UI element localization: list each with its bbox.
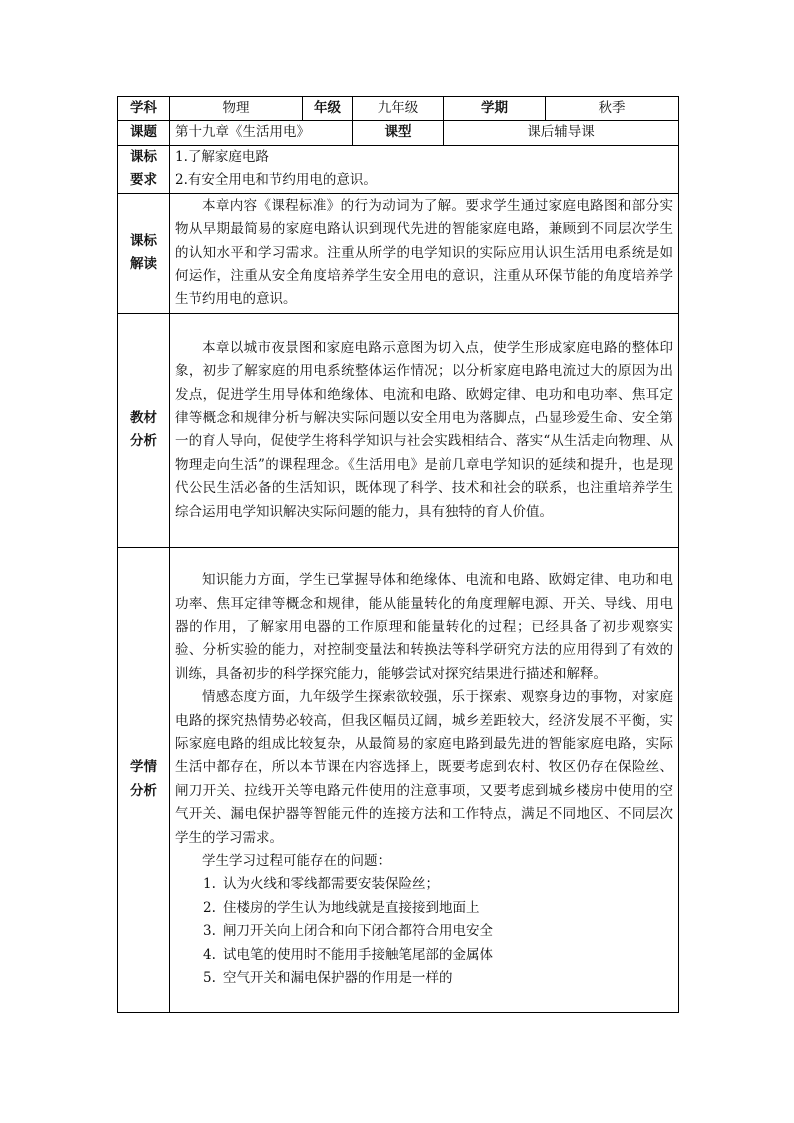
topic-row (118, 121, 679, 145)
requirements-row (118, 145, 679, 193)
requirements-content (170, 145, 679, 193)
textbook-row (118, 313, 679, 547)
term-value: 秋季 (546, 97, 679, 121)
subject-value: 物理 (170, 97, 303, 121)
requirements-label-line-1: 课标 (130, 148, 157, 165)
textbook-text: 本章以城市夜景图和家庭电路示意图为切入点，使学生形成家庭电路的整体印象，初步了解家庭的用电系统整体运作情况；以分析家庭电路电流过大的原因为出发点，促进学生用导体和绝缘体、电流和电路、欧姆定律、电功和电功率、焦耳定律等概念和规律分析与解决实际问题以安全用电为落脚点，凸显珍爱生命、安全第一的育人导向，促使学生将科学知识与社会实践相结合、落实“从生活走向物理、从物理走向生活”的课程理念。《生活用电》是前几章电学知识的延续和提升，也是现代公民生活必备的生活知识，既体现了科学、技术和社会的联系，也注重培养学生综合运用电学知识解决实际问题的能力，具有独特的育人价值。 (175, 339, 673, 520)
interpretation-text: 本章内容《课程标准》的行为动词为了解。要求学生通过家庭电路图和部分实物从早期最简易的家庭电路认识到现代先进的智能家庭电路，兼顾到不同层次学生的认知水平和学习需求。注重从所学的电学知识的实际应用认识生活用电系统是如何运作，注重从安全角度培养学生安全用电的意识，注重从环保节能的角度培养学生节约用电的意识。 (175, 197, 673, 308)
topic-label: 课题 (118, 121, 170, 145)
problem-text: 试电笔的使用时不能用手接触笔尾部的金属体 (223, 946, 493, 963)
requirement-item: 1.了解家庭电路 (175, 148, 269, 165)
interpretation-label (118, 193, 170, 313)
learners-paragraph-1: 知识能力方面，学生已掌握导体和绝缘体、电流和电路、欧姆定律、电功和电功率、焦耳定律等概念和规律，能从能量转化的角度理解电源、开关、导线、用电器的作用，了解家用电器的工作原理和能量转化的过程；已经具备了初步观察实验、分析实验的能力，对控制变量法和转换法等科学研究方法的应用得到了有效的训练，具备初步的科学探究能力，能够尝试对探究结果进行描述和解释。 (175, 572, 673, 682)
learners-label (118, 547, 170, 1012)
problem-number: 1. (203, 876, 216, 893)
interpretation-label-line-2: 解读 (130, 256, 157, 273)
textbook-label-line-2: 分析 (130, 433, 157, 450)
problem-number: 2. (203, 899, 216, 916)
learners-content (170, 547, 679, 1012)
problems-intro: 学生学习过程可能存在的问题： (202, 853, 391, 870)
problem-text: 认为火线和零线都需要安装保险丝； (223, 876, 439, 893)
problem-item (175, 944, 673, 967)
learners-paragraph-2: 情感态度方面，九年级学生探索欲较强，乐于探索、观察身边的事物，对家庭电路的探究热情势必较高，但我区幅员辽阔，城乡差距较大，经济发展不平衡，实际家庭电路的组成比较复杂，从最简易的家庭电路到最先进的智能家庭电路，实际生活中都存在，所以本节课在内容选择上，既要考虑到农村、牧区仍存在保险丝、闸刀开关、拉线开关等电路元件使用的注意事项，又要考虑到城乡楼房中使用的空气开关、漏电保护器等智能元件的连接方法和工作特点，满足不同地区、不同层次学生的学习需求。 (175, 689, 673, 846)
requirement-item: 2.有安全用电和节约用电的意识。 (175, 172, 377, 189)
problem-text: 住楼房的学生认为地线就是直接接到地面上 (223, 899, 480, 916)
textbook-label (118, 313, 170, 547)
problem-item (175, 897, 673, 920)
lesson-type-label: 课型 (353, 121, 444, 145)
lesson-type-value: 课后辅导课 (444, 121, 679, 145)
topic-value: 第十九章《生活用电》 (170, 121, 353, 145)
problem-number: 3. (203, 923, 216, 940)
requirements-label (118, 145, 170, 193)
interpretation-content (170, 193, 679, 313)
textbook-content (170, 313, 679, 547)
grade-label: 年级 (303, 97, 353, 121)
problem-item (175, 920, 673, 943)
learners-label-line-1: 学情 (130, 759, 157, 776)
grade-value: 九年级 (353, 97, 444, 121)
requirements-label-line-2: 要求 (130, 172, 157, 189)
problem-text: 空气开关和漏电保护器的作用是一样的 (223, 970, 453, 987)
term-label: 学期 (444, 97, 546, 121)
problem-text: 闸刀开关向上闭合和向下闭合都符合用电安全 (223, 923, 493, 940)
header-row (118, 97, 679, 121)
subject-label: 学科 (118, 97, 170, 121)
textbook-label-line-1: 教材 (130, 409, 157, 426)
learners-row (118, 547, 679, 1012)
learners-label-line-2: 分析 (130, 782, 157, 799)
lesson-plan-table (117, 96, 679, 1013)
interpretation-label-line-1: 课标 (130, 232, 157, 249)
problem-number: 4. (203, 946, 216, 963)
problem-item (175, 967, 673, 990)
problem-item (175, 873, 673, 896)
problem-number: 5. (203, 970, 216, 987)
interpretation-row (118, 193, 679, 313)
